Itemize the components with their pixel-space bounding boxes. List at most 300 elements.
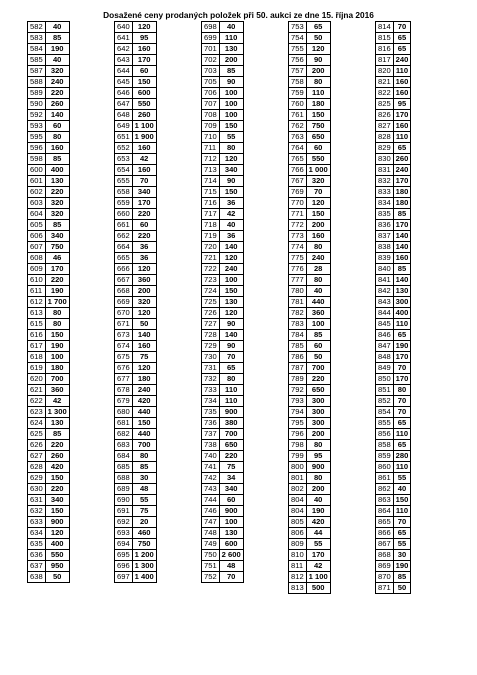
- lot-number: 837: [376, 231, 394, 242]
- lot-price: 90: [219, 77, 243, 88]
- table-row: [376, 33, 411, 44]
- table-row: [28, 385, 70, 396]
- lot-number: 727: [202, 319, 220, 330]
- lot-price: 100: [219, 88, 243, 99]
- table-row: [115, 528, 157, 539]
- lot-number: 814: [376, 22, 394, 33]
- table-row: [376, 396, 411, 407]
- lot-number: 851: [376, 385, 394, 396]
- table-row: [289, 484, 331, 495]
- lot-price: 220: [132, 231, 156, 242]
- lot-number: 755: [289, 44, 307, 55]
- lot-number: 689: [115, 484, 133, 495]
- lot-number: 726: [202, 308, 220, 319]
- lot-number: 629: [28, 473, 46, 484]
- table-row: [28, 275, 70, 286]
- lot-number: 759: [289, 88, 307, 99]
- table-row: [289, 198, 331, 209]
- lot-number: 665: [115, 253, 133, 264]
- lot-price: 600: [219, 539, 243, 550]
- table-row: [202, 22, 244, 33]
- table-row: [376, 220, 411, 231]
- lot-price: 34: [219, 473, 243, 484]
- table-row: [115, 66, 157, 77]
- lot-price: 70: [393, 396, 411, 407]
- lot-price: 160: [132, 44, 156, 55]
- table-row: [376, 176, 411, 187]
- lot-price: 140: [45, 110, 69, 121]
- lot-number: 809: [289, 539, 307, 550]
- table-row: [202, 484, 244, 495]
- lot-number: 643: [115, 55, 133, 66]
- table-row: [202, 143, 244, 154]
- lot-price: 55: [132, 495, 156, 506]
- lot-number: 746: [202, 506, 220, 517]
- table-row: [289, 385, 331, 396]
- lot-price: 90: [219, 341, 243, 352]
- table-row: [115, 33, 157, 44]
- lot-price: 160: [393, 88, 411, 99]
- lot-price: 200: [219, 55, 243, 66]
- table-row: [289, 528, 331, 539]
- table-row: [376, 198, 411, 209]
- lot-number: 843: [376, 297, 394, 308]
- table-row: [115, 462, 157, 473]
- lot-number: 677: [115, 374, 133, 385]
- lot-number: 831: [376, 165, 394, 176]
- lot-price: 28: [306, 264, 330, 275]
- table-row: [289, 253, 331, 264]
- lot-number: 844: [376, 308, 394, 319]
- table-row: [115, 209, 157, 220]
- lot-price: 950: [45, 561, 69, 572]
- table-row: [289, 264, 331, 275]
- table-row: [202, 209, 244, 220]
- lot-number: 774: [289, 242, 307, 253]
- lot-price: 60: [132, 66, 156, 77]
- lot-number: 741: [202, 462, 220, 473]
- lot-price: 85: [393, 572, 411, 583]
- lot-price: 400: [45, 539, 69, 550]
- table-row: [202, 154, 244, 165]
- lot-price: 320: [45, 209, 69, 220]
- lot-price: 220: [219, 451, 243, 462]
- lot-number: 801: [289, 473, 307, 484]
- lot-number: 622: [28, 396, 46, 407]
- lot-price: 130: [45, 418, 69, 429]
- lot-number: 604: [28, 209, 46, 220]
- table-row: [202, 539, 244, 550]
- lot-price: 70: [393, 407, 411, 418]
- lot-number: 653: [115, 154, 133, 165]
- table-row: [289, 407, 331, 418]
- table-row: [28, 110, 70, 121]
- lot-number: 609: [28, 264, 46, 275]
- lot-price: 80: [393, 385, 411, 396]
- lot-number: 760: [289, 99, 307, 110]
- table-row: [202, 220, 244, 231]
- lot-price: 50: [45, 572, 69, 583]
- table-row: [28, 165, 70, 176]
- lot-price: 110: [219, 396, 243, 407]
- lot-number: 584: [28, 44, 46, 55]
- lot-number: 630: [28, 484, 46, 495]
- lot-number: 736: [202, 418, 220, 429]
- table-row: [376, 583, 411, 594]
- table-row: [202, 187, 244, 198]
- lot-price: 180: [45, 363, 69, 374]
- lot-price: 200: [306, 220, 330, 231]
- table-row: [376, 99, 411, 110]
- lot-price: 44: [306, 528, 330, 539]
- lot-price: 70: [393, 22, 411, 33]
- lot-number: 640: [115, 22, 133, 33]
- table-row: [28, 352, 70, 363]
- lot-number: 864: [376, 506, 394, 517]
- table-row: [115, 418, 157, 429]
- lot-number: 693: [115, 528, 133, 539]
- table-row: [289, 352, 331, 363]
- lot-number: 658: [115, 187, 133, 198]
- lot-price: 120: [132, 22, 156, 33]
- lot-number: 793: [289, 396, 307, 407]
- table-row: [289, 495, 331, 506]
- lot-price: 85: [45, 33, 69, 44]
- table-row: [28, 220, 70, 231]
- lot-price: 90: [219, 176, 243, 187]
- lot-number: 633: [28, 517, 46, 528]
- lot-number: 624: [28, 418, 46, 429]
- lot-price: 85: [393, 209, 411, 220]
- lot-number: 655: [115, 176, 133, 187]
- lot-price: 80: [306, 275, 330, 286]
- lot-number: 632: [28, 506, 46, 517]
- lot-price: 420: [132, 396, 156, 407]
- table-row: [202, 176, 244, 187]
- lot-price: 85: [306, 330, 330, 341]
- lot-number: 674: [115, 341, 133, 352]
- lot-price: 190: [393, 561, 411, 572]
- lot-price: 30: [132, 473, 156, 484]
- lot-number: 590: [28, 99, 46, 110]
- table-row: [376, 440, 411, 451]
- lot-number: 833: [376, 187, 394, 198]
- lot-number: 786: [289, 352, 307, 363]
- table-row: [28, 99, 70, 110]
- table-row: [115, 143, 157, 154]
- table-row: [289, 77, 331, 88]
- table-row: [115, 242, 157, 253]
- lot-price: 140: [219, 330, 243, 341]
- table-row: [115, 451, 157, 462]
- lot-price: 650: [306, 385, 330, 396]
- table-row: [115, 198, 157, 209]
- lot-number: 839: [376, 253, 394, 264]
- table-row: [289, 143, 331, 154]
- lot-number: 676: [115, 363, 133, 374]
- lot-price: 150: [219, 187, 243, 198]
- lot-price: 65: [393, 528, 411, 539]
- lot-price: 60: [306, 341, 330, 352]
- lot-price: 75: [132, 506, 156, 517]
- lot-number: 583: [28, 33, 46, 44]
- lot-price: 280: [393, 451, 411, 462]
- lot-number: 696: [115, 561, 133, 572]
- lot-number: 729: [202, 341, 220, 352]
- lot-number: 810: [289, 550, 307, 561]
- lot-number: 802: [289, 484, 307, 495]
- table-row: [202, 88, 244, 99]
- lot-price: 110: [219, 33, 243, 44]
- table-row: [28, 121, 70, 132]
- lot-price: 90: [219, 319, 243, 330]
- lot-number: 720: [202, 242, 220, 253]
- lot-price: 80: [219, 143, 243, 154]
- table-row: [289, 561, 331, 572]
- table-row: [376, 88, 411, 99]
- table-row: [376, 385, 411, 396]
- lot-price: 400: [45, 165, 69, 176]
- lot-price: 50: [306, 352, 330, 363]
- table-row: [376, 308, 411, 319]
- lot-price: 160: [393, 121, 411, 132]
- table-row: [115, 330, 157, 341]
- table-row: [115, 440, 157, 451]
- lot-price: 320: [306, 176, 330, 187]
- table-row: [289, 231, 331, 242]
- lot-number: 724: [202, 286, 220, 297]
- table-row: [289, 33, 331, 44]
- table-row: [289, 132, 331, 143]
- lot-number: 870: [376, 572, 394, 583]
- lot-number: 598: [28, 154, 46, 165]
- lot-price: 80: [45, 132, 69, 143]
- lot-price: 140: [132, 330, 156, 341]
- lot-number: 868: [376, 550, 394, 561]
- lot-price: 60: [45, 121, 69, 132]
- table-row: [202, 231, 244, 242]
- lot-price: 750: [45, 242, 69, 253]
- lot-price: 260: [45, 99, 69, 110]
- lot-number: 605: [28, 220, 46, 231]
- lot-number: 683: [115, 440, 133, 451]
- lot-price: 170: [45, 264, 69, 275]
- lot-number: 835: [376, 209, 394, 220]
- table-row: [28, 297, 70, 308]
- table-row: [289, 341, 331, 352]
- table-row: [376, 528, 411, 539]
- table-row: [115, 319, 157, 330]
- lot-price: 100: [219, 110, 243, 121]
- lot-price: 320: [45, 66, 69, 77]
- lot-price: 48: [132, 484, 156, 495]
- lot-number: 667: [115, 275, 133, 286]
- table-row: [28, 330, 70, 341]
- table-row: [28, 506, 70, 517]
- table-row: [202, 121, 244, 132]
- table-row: [202, 77, 244, 88]
- lot-number: 733: [202, 385, 220, 396]
- table-row: [202, 44, 244, 55]
- table-row: [28, 22, 70, 33]
- lot-number: 710: [202, 132, 220, 143]
- lot-price: 70: [219, 352, 243, 363]
- lot-price: 70: [306, 187, 330, 198]
- table-row: [202, 363, 244, 374]
- table-row: [202, 528, 244, 539]
- table-row: [115, 572, 157, 583]
- lot-number: 820: [376, 66, 394, 77]
- lot-price: 260: [393, 154, 411, 165]
- lot-price: 150: [306, 110, 330, 121]
- table-row: [376, 286, 411, 297]
- lot-price: 260: [45, 451, 69, 462]
- lot-price: 170: [393, 352, 411, 363]
- lot-price: 42: [132, 154, 156, 165]
- table-row: [376, 572, 411, 583]
- lot-number: 762: [289, 121, 307, 132]
- table-row: [28, 462, 70, 473]
- lot-number: 636: [28, 550, 46, 561]
- lot-price: 1 100: [306, 572, 330, 583]
- lot-price: 80: [306, 440, 330, 451]
- lot-price: 380: [219, 418, 243, 429]
- table-row: [376, 319, 411, 330]
- lot-number: 770: [289, 198, 307, 209]
- lot-number: 695: [115, 550, 133, 561]
- table-row: [28, 143, 70, 154]
- lot-number: 832: [376, 176, 394, 187]
- lot-price: 150: [393, 495, 411, 506]
- table-row: [28, 55, 70, 66]
- lot-price: 65: [393, 44, 411, 55]
- lot-price: 65: [306, 22, 330, 33]
- table-row: [376, 77, 411, 88]
- lot-price: 150: [45, 473, 69, 484]
- table-row: [115, 132, 157, 143]
- lot-price: 420: [306, 517, 330, 528]
- lot-number: 606: [28, 231, 46, 242]
- lot-number: 846: [376, 330, 394, 341]
- table-row: [115, 495, 157, 506]
- table-row: [289, 451, 331, 462]
- table-row: [115, 44, 157, 55]
- table-row: [376, 187, 411, 198]
- lot-number: 694: [115, 539, 133, 550]
- lot-number: 777: [289, 275, 307, 286]
- lot-price: 85: [45, 220, 69, 231]
- lot-number: 748: [202, 528, 220, 539]
- table-row: [28, 253, 70, 264]
- lot-number: 754: [289, 33, 307, 44]
- table-row: [376, 253, 411, 264]
- table-row: [28, 440, 70, 451]
- table-row: [202, 198, 244, 209]
- lot-number: 866: [376, 528, 394, 539]
- lot-price: 190: [306, 506, 330, 517]
- lot-price: 220: [45, 275, 69, 286]
- lot-price: 80: [45, 308, 69, 319]
- lot-number: 668: [115, 286, 133, 297]
- lot-price: 340: [219, 484, 243, 495]
- lot-number: 621: [28, 385, 46, 396]
- lot-number: 827: [376, 121, 394, 132]
- lot-price: 1 300: [45, 407, 69, 418]
- lot-number: 637: [28, 561, 46, 572]
- lot-number: 734: [202, 396, 220, 407]
- table-row: [28, 319, 70, 330]
- lot-price: 75: [132, 352, 156, 363]
- lot-number: 617: [28, 341, 46, 352]
- lot-price: 65: [393, 143, 411, 154]
- lot-number: 703: [202, 66, 220, 77]
- lot-price: 110: [393, 66, 411, 77]
- lot-price: 440: [132, 429, 156, 440]
- lot-price: 110: [393, 319, 411, 330]
- lot-price: 300: [393, 297, 411, 308]
- table-row: [202, 352, 244, 363]
- lot-number: 773: [289, 231, 307, 242]
- lot-number: 616: [28, 330, 46, 341]
- table-row: [28, 132, 70, 143]
- lot-number: 862: [376, 484, 394, 495]
- table-row: [28, 429, 70, 440]
- lot-price: 100: [45, 352, 69, 363]
- lot-price: 40: [219, 220, 243, 231]
- lot-price: 85: [132, 462, 156, 473]
- lot-number: 688: [115, 473, 133, 484]
- lot-price: 120: [306, 44, 330, 55]
- lot-number: 712: [202, 154, 220, 165]
- lot-price: 80: [306, 473, 330, 484]
- table-row: [115, 341, 157, 352]
- lot-price: 65: [393, 418, 411, 429]
- lot-price: 130: [219, 44, 243, 55]
- lot-number: 691: [115, 506, 133, 517]
- table-row: [28, 242, 70, 253]
- table-row: [289, 121, 331, 132]
- lot-number: 589: [28, 88, 46, 99]
- table-row: [289, 176, 331, 187]
- table-row: [376, 264, 411, 275]
- table-row: [115, 484, 157, 495]
- lot-number: 815: [376, 33, 394, 44]
- lot-price: 180: [393, 187, 411, 198]
- lot-price: 220: [45, 440, 69, 451]
- lot-number: 821: [376, 77, 394, 88]
- lot-number: 822: [376, 88, 394, 99]
- table-row: [28, 44, 70, 55]
- lot-price: 170: [393, 374, 411, 385]
- table-row: [289, 22, 331, 33]
- lot-number: 711: [202, 143, 220, 154]
- table-row: [202, 319, 244, 330]
- lot-price: 170: [132, 55, 156, 66]
- lot-price: 130: [219, 528, 243, 539]
- lot-price: 300: [306, 407, 330, 418]
- table-row: [28, 473, 70, 484]
- lot-number: 860: [376, 462, 394, 473]
- table-row: [28, 484, 70, 495]
- lot-price: 400: [393, 308, 411, 319]
- lot-price: 130: [219, 297, 243, 308]
- table-row: [289, 517, 331, 528]
- lot-number: 753: [289, 22, 307, 33]
- lot-number: 648: [115, 110, 133, 121]
- lot-number: 747: [202, 517, 220, 528]
- lot-price: 1 300: [132, 561, 156, 572]
- lot-price: 200: [306, 66, 330, 77]
